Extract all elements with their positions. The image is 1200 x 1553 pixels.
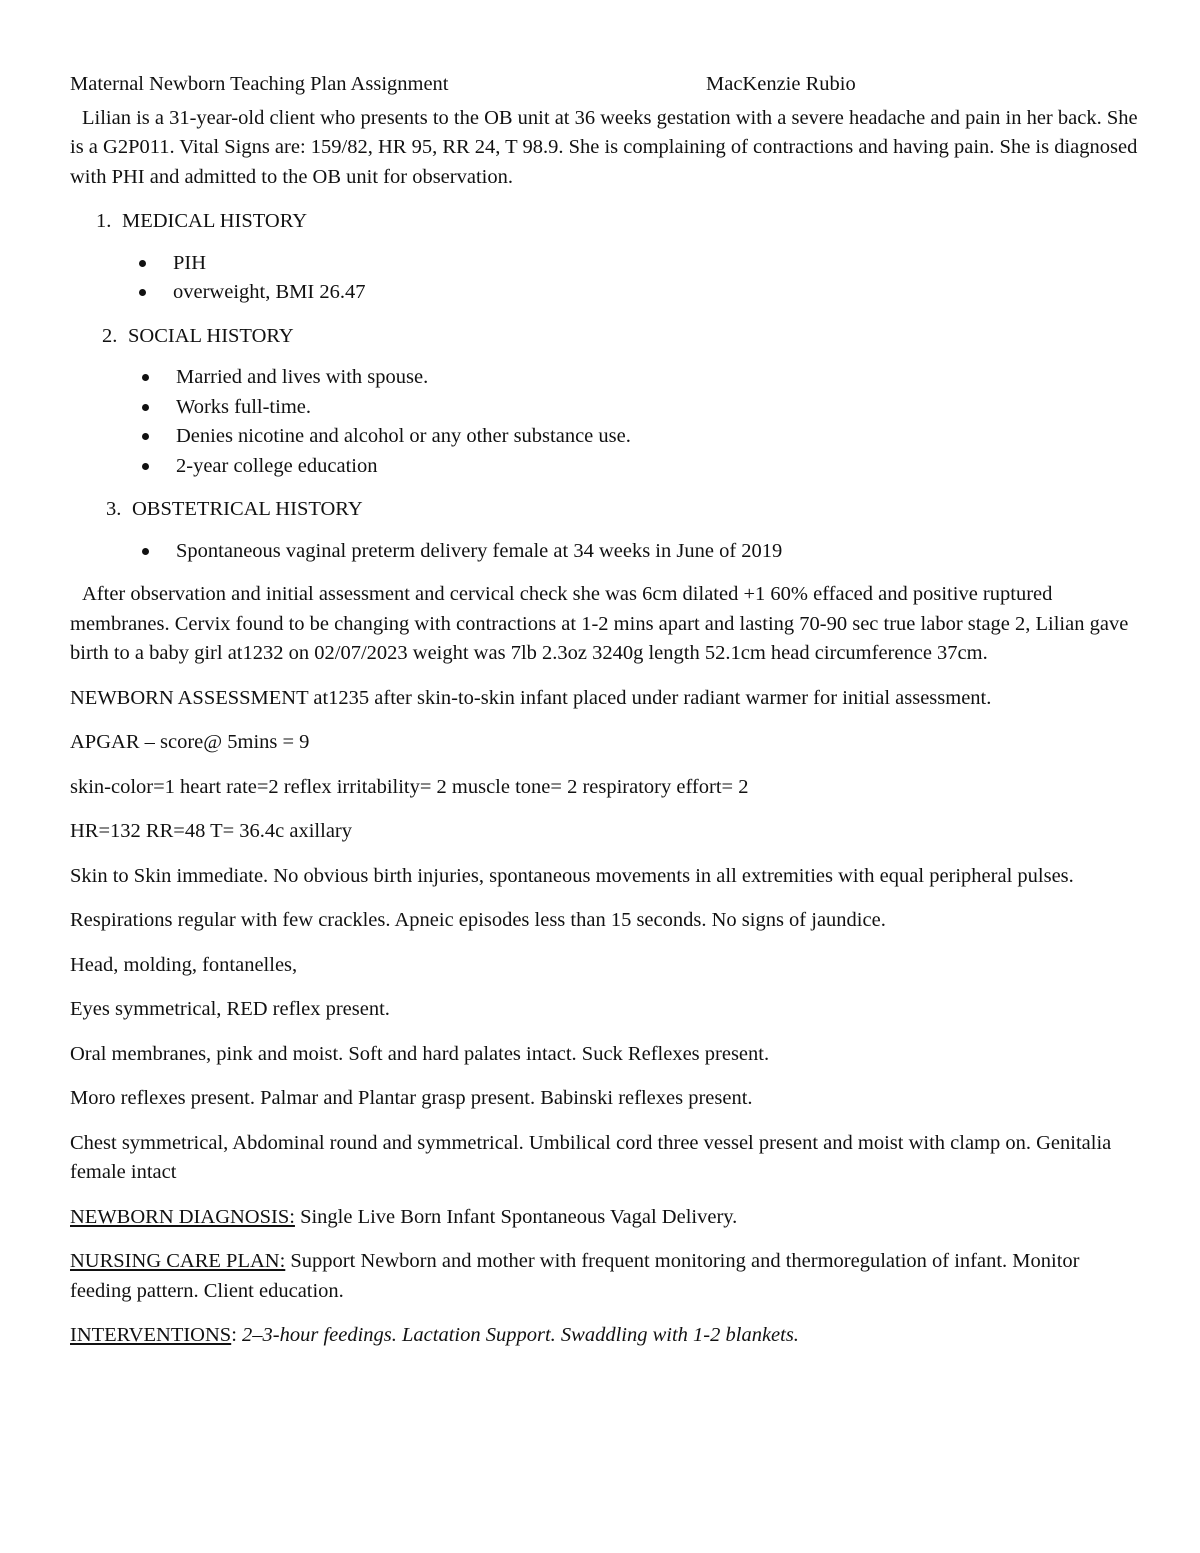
interventions-label: INTERVENTIONS <box>70 1324 232 1346</box>
interventions <box>70 1321 1140 1351</box>
care-plan-label: NURSING CARE PLAN: <box>70 1250 286 1272</box>
list-item: PIH <box>67 249 1140 279</box>
interventions-text: 2–3-hour feedings. Lactation Support. Swaddling with 1-2 blankets. <box>242 1324 799 1346</box>
list-item: 2-year college education <box>70 452 1140 482</box>
section-heading-medical <box>70 207 1140 237</box>
section-heading-obstetrical <box>70 495 1140 525</box>
medical-history-list <box>67 249 1140 308</box>
obstetrical-history-list <box>70 537 1140 567</box>
diagnosis-text: Single Live Born Infant Spontaneous Vagal Delivery. <box>294 1205 738 1228</box>
assessment-line: HR=132 RR=48 T= 36.4c axillary <box>70 820 352 842</box>
section-number: 1. <box>96 210 112 232</box>
section-heading-social <box>70 322 1140 352</box>
list-item: overweight, BMI 26.47 <box>67 278 1140 308</box>
list-item: Denies nicotine and alcohol or any other substance use. <box>70 422 1140 452</box>
assessment-line: skin-color=1 heart rate=2 reflex irritability= 2 muscle tone= 2 respiratory effort= 2 <box>70 775 749 798</box>
document-header <box>70 70 1140 100</box>
assessment-line: Eyes symmetrical, RED reflex present. <box>70 998 390 1020</box>
diagnosis-label: NEWBORN DIAGNOSIS: <box>70 1205 295 1228</box>
section-title: OBSTETRICAL HISTORY <box>132 498 363 520</box>
list-item: Married and lives with spouse. <box>70 363 1140 393</box>
section-number: 3. <box>106 498 122 520</box>
care-plan-text: Support Newborn and mother with frequent monitoring and thermoregulation of infant. Monitor feeding pattern. Client education. <box>70 1250 1080 1302</box>
assessment-line: Oral membranes, pink and moist. Soft and hard palates intact. Suck Reflexes present. <box>70 1042 770 1065</box>
newborn-diagnosis <box>70 1203 1140 1233</box>
labor-delivery-paragraph: After observation and initial assessment and cervical check she was 6cm dilated +1 60% effaced and positive ruptured membranes. Cervix found to be changing with contractions at 1-2 mins apart and lasting 70-90 sec true labor stage 2, Lilian gave birth to a baby girl at1232 on 02/07/2023 weight was 7lb 2.3oz 3240g length 52.1cm head circumference 37cm. <box>70 583 1129 664</box>
assessment-line: Chest symmetrical, Abdominal round and symmetrical. Umbilical cord three vessel present and moist with clamp on. Genitalia female intact <box>70 1131 1112 1183</box>
list-item: Spontaneous vaginal preterm delivery female at 34 weeks in June of 2019 <box>70 537 1140 567</box>
list-item: Works full-time. <box>70 393 1140 423</box>
assessment-line: Skin to Skin immediate. No obvious birth injuries, spontaneous movements in all extremities with equal peripheral pulses. <box>70 864 1074 887</box>
document-title: Maternal Newborn Teaching Plan Assignment <box>70 73 449 95</box>
section-number: 2. <box>102 324 118 347</box>
interventions-colon: : <box>231 1324 243 1346</box>
assessment-line: NEWBORN ASSESSMENT at1235 after skin-to-skin infant placed under radiant warmer for initial assessment. <box>70 686 992 709</box>
document-page <box>70 70 1140 1366</box>
intro-paragraph: Lilian is a 31-year-old client who presents to the OB unit at 36 weeks gestation with a severe headache and pain in her back. She is a G2P011. Vital Signs are: 159/82, HR 95, RR 24, T 98.9. She is complaining of contractions and having pain. She is diagnosed with PHI and admitted to the OB unit for observation. <box>70 106 1138 188</box>
nursing-care-plan <box>70 1247 1140 1306</box>
assessment-line: APGAR – score@ 5mins = 9 <box>70 731 310 753</box>
assessment-line: Head, molding, fontanelles, <box>70 953 298 976</box>
assessment-line: Moro reflexes present. Palmar and Plantar grasp present. Babinski reflexes present. <box>70 1087 753 1109</box>
social-history-list <box>70 363 1140 481</box>
section-title: MEDICAL HISTORY <box>122 210 308 232</box>
assessment-line: Respirations regular with few crackles. Apneic episodes less than 15 seconds. No signs of jaundice. <box>70 909 886 931</box>
author-name: MacKenzie Rubio <box>706 73 856 95</box>
section-title: SOCIAL HISTORY <box>128 324 294 347</box>
